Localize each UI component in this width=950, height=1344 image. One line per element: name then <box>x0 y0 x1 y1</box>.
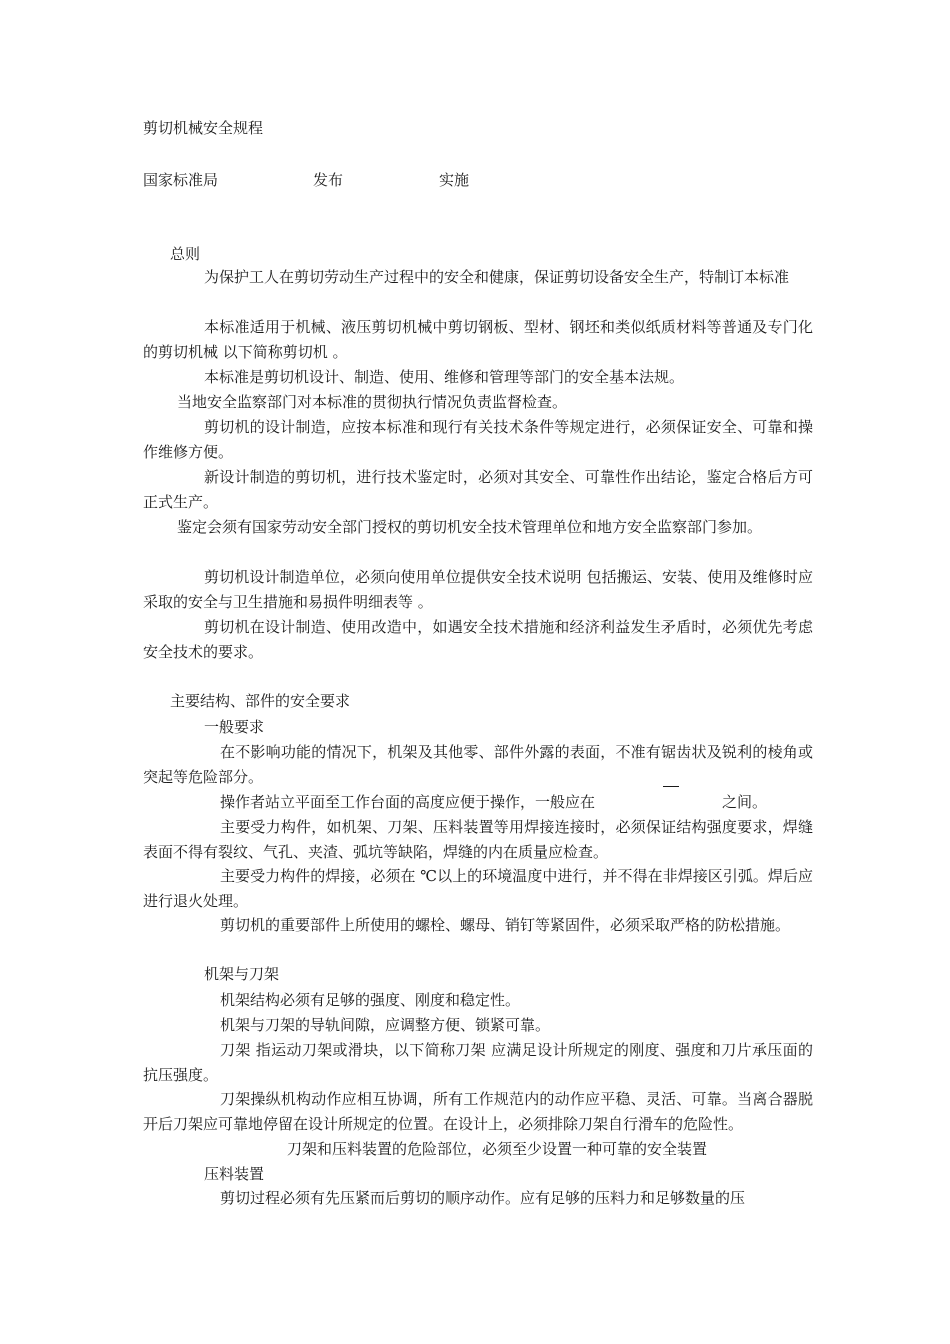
paragraph: 为保护工人在剪切劳动生产过程中的安全和健康，保证剪切设备安全生产，特制订本标准 <box>204 268 790 286</box>
paragraph: 机架与刀架的导轨间隙，应调整方便、锁紧可靠。 <box>220 1016 551 1034</box>
paragraph: 剪切机的设计制造，应按本标准和现行有关技术条件等规定进行，必须保证安全、可靠和操作维修方便。 <box>143 418 813 461</box>
paragraph: 刀架操纵机构动作应相互协调，所有工作规范内的动作应平稳、灵活、可靠。当离合器脱开后刀架应可靠地停留在设计所规定的位置。在设计上，必须排除刀架自行滑车的危险性。 <box>143 1090 813 1133</box>
paragraph: 操作者站立平面至工作台面的高度应便于操作，一般应在 <box>220 793 596 811</box>
release-label: 发布 <box>313 171 344 189</box>
paragraph: 剪切机的重要部件上所使用的螺栓、螺母、销钉等紧固件，必须采取严格的防松措施。 <box>220 916 791 934</box>
paragraph: 本标准适用于机械、液压剪切机械中剪切钢板、型材、钢坯和类似纸质材料等普通及专门化的剪切机械 以下简称剪切机 。 <box>143 318 813 361</box>
implement-label: 实施 <box>439 171 470 189</box>
paragraph: 本标准是剪切机设计、制造、使用、维修和管理等部门的安全基本法规。 <box>204 368 685 386</box>
paragraph: 鉴定会须有国家劳动安全部门授权的剪切机安全技术管理单位和地方安全监察部门参加。 <box>177 518 763 536</box>
publisher: 国家标准局 <box>143 171 219 189</box>
subsection-heading-general-req: 一般要求 <box>204 718 265 736</box>
paragraph: 新设计制造的剪切机，进行技术鉴定时，必须对其安全、可靠性作出结论，鉴定合格后方可正式生产。 <box>143 468 813 511</box>
paragraph: 主要受力构件，如机架、刀架、压料装置等用焊接连接时，必须保证结构强度要求，焊缝表面不得有裂纹、气孔、夹渣、弧坑等缺陷，焊缝的内在质量应检查。 <box>143 818 813 861</box>
paragraph: 剪切机设计制造单位，必须向使用单位提供安全技术说明 包括搬运、安装、使用及维修时应采取的安全与卫生措施和易损件明细表等 。 <box>143 568 813 611</box>
paragraph: 在不影响功能的情况下，机架及其他零、部件外露的表面，不准有锯齿状及锐利的棱角或突起等危险部分。 <box>143 743 813 786</box>
section-heading-main: 主要结构、部件的安全要求 <box>170 692 351 710</box>
paragraph: 主要受力构件的焊接，必须在 ℃以上的环境温度中进行，并不得在非焊接区引弧。焊后应进行退火处理。 <box>143 867 813 910</box>
subsection-heading-frame: 机架与刀架 <box>204 965 280 983</box>
section-heading-general: 总则 <box>170 245 201 263</box>
document-title: 剪切机械安全规程 <box>143 119 264 137</box>
subsection-heading-press: 压料装置 <box>204 1165 265 1183</box>
paragraph: 机架结构必须有足够的强度、刚度和稳定性。 <box>220 991 521 1009</box>
paragraph: 当地安全监察部门对本标准的贯彻执行情况负责监督检查。 <box>177 393 568 411</box>
blank-dash <box>663 786 679 787</box>
paragraph: 之间。 <box>722 793 768 811</box>
paragraph: 剪切过程必须有先压紧而后剪切的顺序动作。应有足够的压料力和足够数量的压 <box>220 1189 746 1207</box>
paragraph: 刀架和压料装置的危险部位，必须至少设置一种可靠的安全装置 <box>287 1140 708 1158</box>
paragraph: 刀架 指运动刀架或滑块，以下简称刀架 应满足设计所规定的刚度、强度和刀片承压面的抗压强度。 <box>143 1041 813 1084</box>
paragraph: 剪切机在设计制造、使用改造中，如遇安全技术措施和经济利益发生矛盾时，必须优先考虑安全技术的要求。 <box>143 618 813 661</box>
